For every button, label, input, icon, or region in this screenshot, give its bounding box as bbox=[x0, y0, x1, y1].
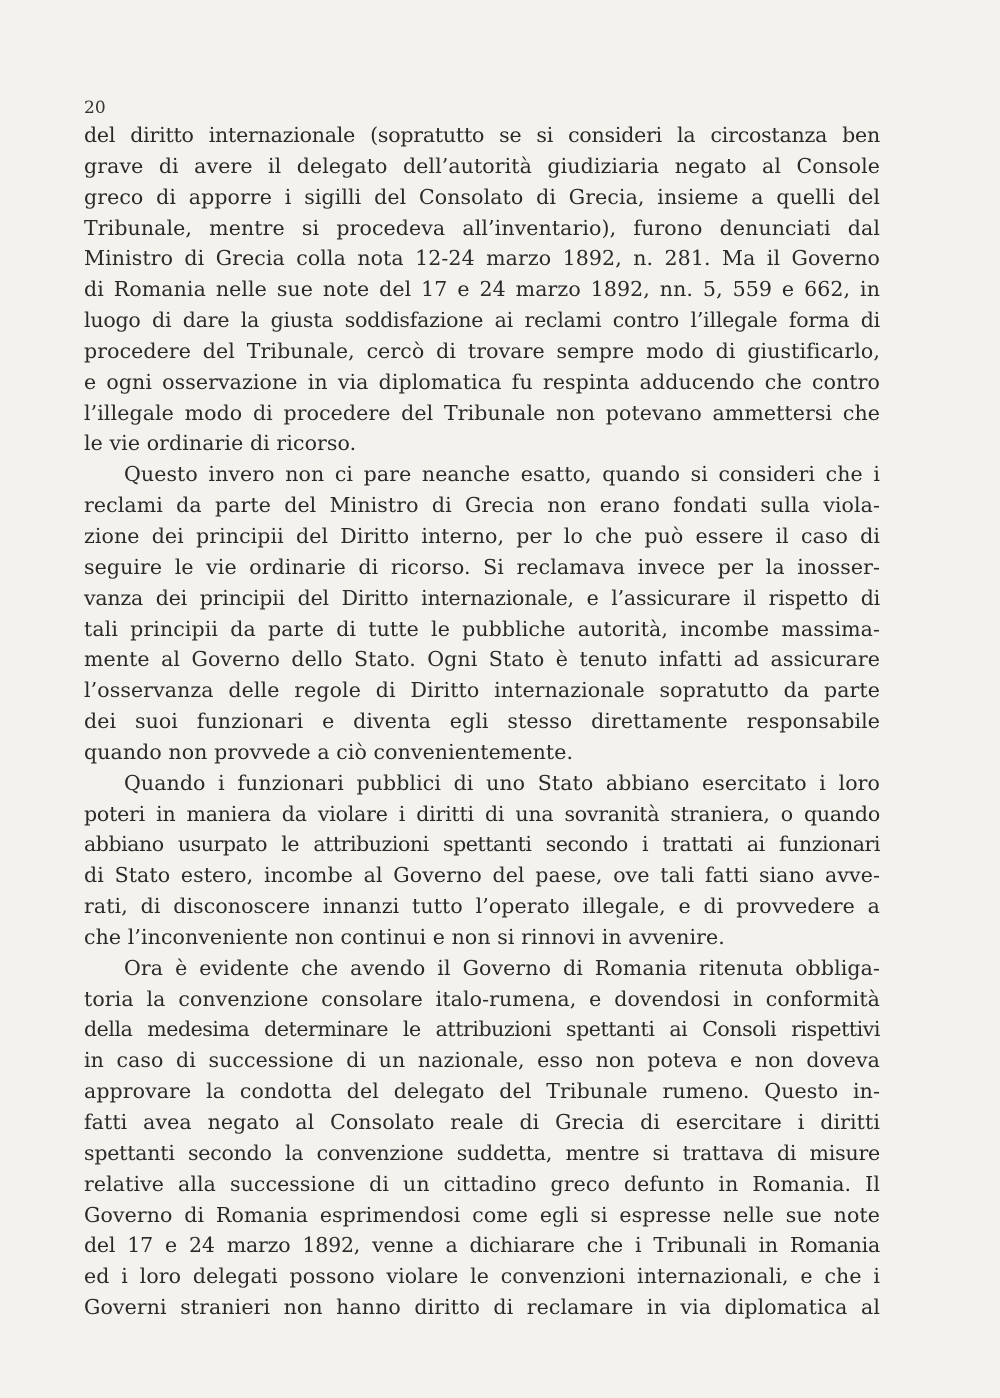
text-line: Ministro di Grecia colla nota 12-24 marzo 1892, n. 281. Ma il Governo bbox=[84, 246, 880, 271]
text-line: vanza dei principii del Diritto internazionale, e l’assicurare il rispetto di bbox=[84, 585, 880, 610]
text-line: poteri in maniera da violare i diritti di una sovranità straniera, o quando bbox=[84, 801, 880, 826]
text-line: l’osservanza delle regole di Diritto internazionale sopratutto da parte bbox=[84, 678, 880, 703]
text-line: le vie ordinarie di ricorso. bbox=[84, 431, 357, 456]
text-line: rati, di disconoscere innanzi tutto l’operato illegale, e di provvedere a bbox=[84, 894, 880, 919]
paragraph-4 bbox=[84, 953, 880, 1323]
text-line: procedere del Tribunale, cercò di trovare sempre modo di giustificarlo, bbox=[84, 338, 880, 363]
text-line: della medesima determinare le attribuzioni spettanti ai Consoli rispettivi bbox=[84, 1017, 880, 1042]
text-line: Quando i funzionari pubblici di uno Stato abbiano esercitato i loro bbox=[124, 770, 880, 795]
text-line: Tribunale, mentre si procedeva all’inventario), furono denunciati dal bbox=[84, 215, 880, 240]
text-line: Ora è evidente che avendo il Governo di Romania ritenuta obbliga- bbox=[124, 955, 880, 980]
text-line: spettanti secondo la convenzione suddetta, mentre si trattava di misure bbox=[84, 1140, 880, 1165]
text-line: reclami da parte del Ministro di Grecia non erano fondati sulla viola- bbox=[84, 493, 880, 518]
text-line: grave di avere il delegato dell’autorità giudiziaria negato al Console bbox=[84, 153, 880, 178]
text-line: greco di apporre i sigilli del Consolato di Grecia, insieme a quelli del bbox=[84, 184, 880, 209]
text-line: Governi stranieri non hanno diritto di reclamare in via diplomatica al bbox=[84, 1295, 880, 1320]
page-number: 20 bbox=[84, 98, 106, 118]
paragraph-3 bbox=[84, 768, 880, 953]
text-line: mente al Governo dello Stato. Ogni Stato è tenuto infatti ad assicurare bbox=[84, 647, 880, 672]
paragraph-2 bbox=[84, 459, 880, 767]
text-line: di Stato estero, incombe al Governo del paese, ove tali fatti siano avve- bbox=[84, 863, 880, 888]
text-line: approvare la condotta del delegato del Tribunale rumeno. Questo in- bbox=[84, 1079, 880, 1104]
text-line: del 17 e 24 marzo 1892, venne a dichiarare che i Tribunali in Romania bbox=[84, 1233, 880, 1258]
text-line: dei suoi funzionari e diventa egli stesso direttamente responsabile bbox=[84, 709, 880, 734]
text-line: di Romania nelle sue note del 17 e 24 marzo 1892, nn. 5, 559 e 662, in bbox=[84, 277, 880, 302]
text-line: seguire le vie ordinarie di ricorso. Si reclamava invece per la inosser- bbox=[84, 554, 880, 579]
paragraph-1 bbox=[84, 120, 880, 459]
body-text bbox=[84, 120, 880, 1323]
text-line: del diritto internazionale (sopratutto se si considerі la circostanza ben bbox=[84, 123, 880, 147]
text-line: l’illegale modo di procedere del Tribunale non potevano ammettersi che bbox=[84, 400, 880, 425]
text-line: toria la convenzione consolare italo-rumena, e dovendosi in conformità bbox=[84, 986, 880, 1011]
text-line: zione dei principii del Diritto interno, per lo che può essere il caso di bbox=[84, 523, 880, 548]
text-line: fatti avea negato al Consolato reale di Grecia di esercitare i diritti bbox=[84, 1110, 880, 1134]
text-line: luogo di dare la giusta soddisfazione ai reclami contro l’illegale forma di bbox=[84, 308, 880, 333]
text-line: tali principii da parte di tutte le pubbliche autorità, incombe massima- bbox=[84, 616, 880, 641]
text-line: e ogni osservazione in via diplomatica fu respinta adducendo che contro bbox=[84, 369, 880, 394]
text-line: ed i loro delegati possono violare le convenzioni internazionali, e che i bbox=[84, 1264, 880, 1289]
text-line: Questo invero non ci pare neanche esatto, quando si consideri che i bbox=[124, 462, 880, 487]
text-line: abbiano usurpato le attribuzioni spettanti secondo i trattati ai funzionari bbox=[84, 832, 880, 857]
text-line: in caso di successione di un nazionale, esso non poteva e non doveva bbox=[84, 1048, 880, 1073]
text-line: relative alla successione di un cittadino greco defunto in Romania. Il bbox=[84, 1171, 880, 1196]
text-line: quando non provvede a ciò convenientemente. bbox=[84, 739, 574, 764]
text-line: che l’inconveniente non continui e non si rinnovi in avvenire. bbox=[84, 924, 725, 949]
text-line: Governo di Romania esprimendosi come egli si espresse nelle sue note bbox=[84, 1202, 880, 1227]
